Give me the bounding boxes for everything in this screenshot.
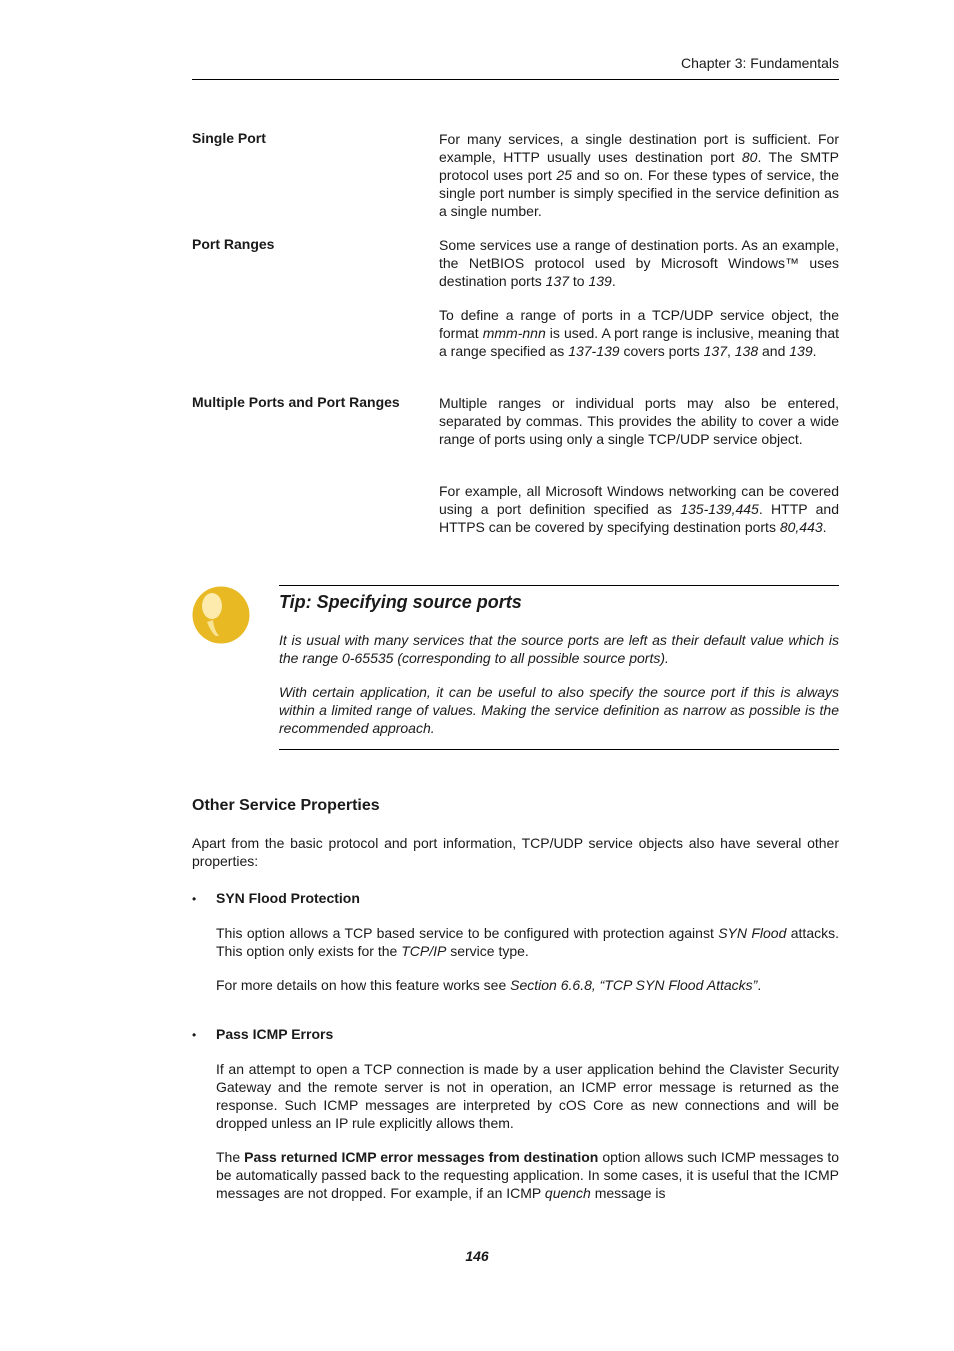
tip-bottom-rule (279, 749, 839, 750)
italic-text-run: 137 (545, 273, 569, 289)
bullet-marker: • (192, 1028, 197, 1042)
italic-text-run: quench (544, 1185, 591, 1201)
italic-text-run: 135-139,445 (680, 501, 759, 517)
term-single-port: Single Port (192, 130, 266, 146)
bold-text-run: Pass returned ICMP error messages from destination (244, 1149, 599, 1165)
term-multiple-ports: Multiple Ports and Port Ranges (192, 394, 400, 410)
syn-flood-paragraph-1: This option allows a TCP based service to be configured with protection against SYN Flood attacks. This option only exists for the TCP/IP service type. (216, 925, 839, 959)
italic-text-run: mmm-nnn (482, 325, 546, 341)
italic-text-run: SYN Flood (718, 925, 787, 941)
term-port-ranges: Port Ranges (192, 236, 275, 252)
pass-icmp-paragraph-1: If an attempt to open a TCP connection is made by a user application behind the Clavister Security Gateway and the remote server is not in operation, an ICMP error message is returned as the response. Such ICMP messages are interpreted by cOS Core as new connections and will be dropped unless an IP rule explicitly allows them. (216, 1061, 839, 1131)
tip-title: Tip: Specifying source ports (279, 592, 522, 612)
italic-text-run: Section 6.6.8, “TCP SYN Flood Attacks” (510, 977, 758, 993)
italic-text-run: 25 (556, 167, 572, 183)
tip-paragraph-1: It is usual with many services that the source ports are left as their default value which is the range 0-65535 (corresponding to all possible source ports). (279, 632, 839, 666)
lightbulb-icon (192, 586, 250, 644)
item-title-pass-icmp: Pass ICMP Errors (216, 1026, 334, 1042)
italic-text-run: 137-139 (568, 343, 620, 359)
def-multiple-ports-p2: For example, all Microsoft Windows networking can be covered using a port definition specified as 135-139,445. HTTP and HTTPS can be covered by specifying destination ports 80,443. (439, 483, 839, 535)
italic-text-run: 80 (741, 149, 758, 165)
page-number: 146 (465, 1248, 489, 1264)
chapter-title: Chapter 3: Fundamentals (681, 55, 839, 71)
italic-text-run: 138 (734, 343, 759, 359)
def-multiple-ports-p1: Multiple ranges or individual ports may also be entered, separated by commas. This provides the ability to cover a wide range of ports using only a single TCP/UDP service object. (439, 395, 839, 447)
item-title-syn-flood: SYN Flood Protection (216, 890, 360, 906)
italic-text-run: 139 (789, 343, 813, 359)
tip-top-rule (279, 585, 839, 586)
def-port-ranges-p1: Some services use a range of destination ports. As an example, the NetBIOS protocol used by Microsoft Windows™ uses destination ports 137 to 139. (439, 237, 839, 289)
header-rule (192, 79, 839, 80)
italic-text-run: 137 (703, 343, 727, 359)
italic-text-run: TCP/IP (401, 943, 447, 959)
italic-text-run: 139 (588, 273, 612, 289)
section-intro: Apart from the basic protocol and port information, TCP/UDP service objects also have several other properties: (192, 835, 839, 869)
pass-icmp-paragraph-2: The Pass returned ICMP error messages from destination option allows such ICMP messages to be automatically passed back to the requesting application. In some cases, it is useful that the ICMP messages are not dropped. For example, if an ICMP quench message is (216, 1149, 840, 1201)
section-title: Other Service Properties (192, 797, 380, 814)
italic-text-run: 80,443 (779, 519, 823, 535)
bullet-marker: • (192, 892, 197, 906)
tip-paragraph-2: With certain application, it can be useful to also specify the source port if this is always within a limited range of values. Making the service definition as narrow as possible is the recommended approach. (279, 684, 839, 736)
def-port-ranges-p2: To define a range of ports in a TCP/UDP service object, the format mmm-nnn is used. A port range is inclusive, meaning that a range specified as 137-139 covers ports 137, 138 and 139. (439, 307, 839, 359)
def-single-port-p1: For many services, a single destination port is sufficient. For example, HTTP usually uses destination port 80. The SMTP protocol uses port 25 and so on. For these types of service, the single port number is simply specified in the service definition as a single number. (439, 131, 840, 219)
syn-flood-paragraph-2: For more details on how this feature works see Section 6.6.8, “TCP SYN Flood Attacks”. (216, 977, 762, 993)
